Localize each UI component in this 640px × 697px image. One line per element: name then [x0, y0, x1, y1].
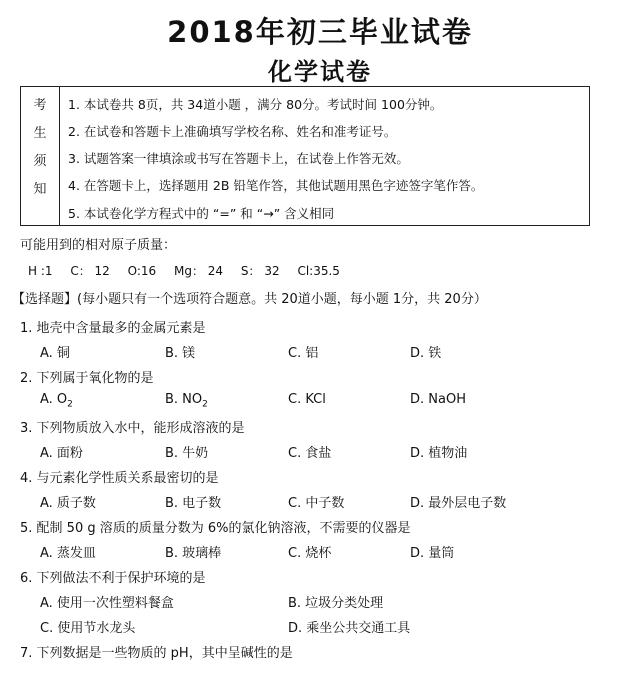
option-d: D. 最外层电子数	[410, 496, 507, 511]
option-d: D. 铁	[410, 346, 442, 361]
notice-item: 4. 在答题卡上，选择题用 2B 铅笔作答，其他试题用黑色字迹签字笔作答。	[68, 178, 484, 193]
option-text: B. NO	[165, 392, 203, 407]
atomic-mass-item: Mg： 24	[174, 264, 224, 278]
notice-item: 5. 本试卷化学方程式中的 “=” 和 “→” 含义相同	[68, 206, 335, 221]
question-stem: 5. 配制 50 g 溶质的质量分数为 6%的氯化钠溶液，不需要的仪器是	[20, 521, 411, 536]
option-a: A. 铜	[40, 346, 70, 361]
option-b: B. 牛奶	[165, 446, 209, 461]
notice-side-char: 须	[33, 154, 47, 169]
atomic-mass-item: Cl:35.5	[297, 264, 340, 278]
section-header: 【选择题】(每小题只有一个选项符合题意。共 20道小题，每小题 1分，共 20分）	[12, 292, 487, 307]
option-d: D. NaOH	[410, 392, 466, 407]
question-stem: 4. 与元素化学性质关系最密切的是	[20, 471, 219, 486]
option-c: C. KCl	[288, 392, 326, 407]
question-stem: 6. 下列做法不利于保护环境的是	[20, 571, 206, 586]
notice-item: 1. 本试卷共 8页，共 34道小题 ，满分 80分。考试时间 100分钟。	[68, 97, 443, 112]
option-b: B. 电子数	[165, 496, 222, 511]
atomic-mass-list	[28, 262, 354, 279]
notice-item: 2. 在试卷和答题卡上准确填写学校名称、姓名和准考证号。	[68, 124, 397, 139]
candidate-notice-box	[20, 86, 590, 226]
atomic-mass-title: 可能用到的相对原子质量：	[20, 238, 177, 253]
notice-item: 3. 试题答案一律填涂或书写在答题卡上，在试卷上作答无效。	[68, 151, 409, 166]
subscript: 2	[202, 399, 208, 410]
notice-side-char: 考	[33, 98, 47, 113]
atomic-mass-item: S： 32	[240, 264, 280, 278]
option-a: A. 面粉	[40, 446, 83, 461]
notice-side-label	[21, 87, 60, 225]
option-b	[165, 392, 208, 410]
exam-subtitle: 化学试卷	[268, 58, 372, 86]
option-text: A. O	[40, 392, 68, 407]
option-d: D. 植物油	[410, 446, 468, 461]
option-c: C. 铝	[288, 346, 319, 361]
notice-side-char: 知	[33, 182, 47, 197]
option-c: C. 中子数	[288, 496, 345, 511]
option-c: C. 食盐	[288, 446, 332, 461]
atomic-mass-item: H :1	[28, 264, 53, 278]
question-stem: 2. 下列属于氧化物的是	[20, 371, 154, 386]
question-stem: 3. 下列物质放入水中，能形成溶液的是	[20, 421, 245, 436]
notice-side-char: 生	[33, 126, 47, 141]
option-a	[40, 392, 73, 410]
option-c: C. 使用节水龙头	[40, 621, 136, 636]
option-c: C. 烧杯	[288, 546, 332, 561]
option-a: A. 蒸发皿	[40, 546, 96, 561]
question-stem: 1. 地壳中含量最多的金属元素是	[20, 321, 206, 336]
option-d: D. 乘坐公共交通工具	[288, 621, 411, 636]
question-stem: 7. 下列数据是一些物质的 pH，其中呈碱性的是	[20, 646, 293, 661]
option-b: B. 玻璃棒	[165, 546, 222, 561]
exam-title: 2018年初三毕业试卷	[167, 15, 473, 49]
option-b: B. 垃圾分类处理	[288, 596, 384, 611]
subscript: 2	[67, 399, 73, 410]
atomic-mass-item: O:16	[127, 264, 157, 278]
atomic-mass-item: C： 12	[70, 264, 110, 278]
option-b: B. 镁	[165, 346, 196, 361]
option-d: D. 量筒	[410, 546, 455, 561]
option-a: A. 质子数	[40, 496, 96, 511]
option-a: A. 使用一次性塑料餐盒	[40, 596, 174, 611]
